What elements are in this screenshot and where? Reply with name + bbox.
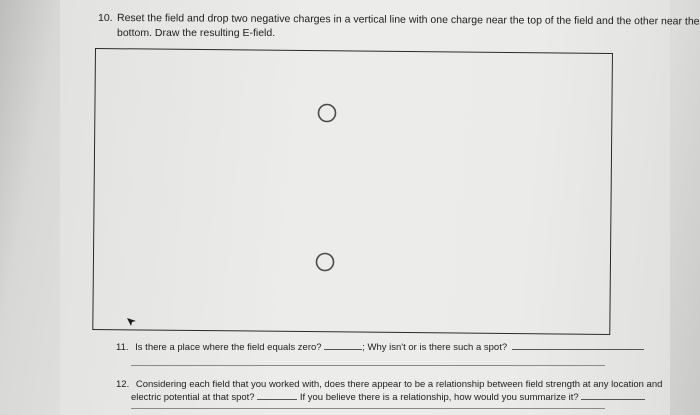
q11-text2: ; Why isn't or is there such a spot?	[362, 342, 508, 353]
q12-number: 12.	[116, 379, 130, 390]
q11-number: 11.	[116, 342, 129, 353]
q12-answer-blank-1[interactable]	[257, 390, 297, 400]
q12-line2-row	[131, 390, 645, 404]
q11-answer-blank-1[interactable]	[324, 340, 362, 350]
q12-line2b: If you believe there is a relationship, how would you summarize it?	[299, 392, 579, 403]
negative-charge-bottom-icon	[314, 251, 336, 273]
q10-line1: Reset the field and drop two negative charges in a vertical line with one charge near the top of the field and the other near the	[116, 12, 700, 28]
q11-answer-line[interactable]	[131, 365, 605, 366]
e-field-drawing-box[interactable]	[92, 48, 613, 335]
q12-answer-blank-2[interactable]	[581, 390, 645, 400]
q11-answer-blank-2[interactable]	[512, 340, 644, 350]
q12-answer-line[interactable]	[131, 408, 605, 409]
arrow-cursor-icon	[125, 314, 139, 328]
negative-charge-top-icon	[316, 102, 338, 124]
q12-line1: Considering each field that you worked with, does there appear to be a relationship between field strength at any location and	[135, 379, 663, 390]
q10-line2: bottom. Draw the resulting E-field.	[117, 27, 276, 39]
q11-text: Is there a place where the field equals zero?	[135, 342, 322, 353]
q10-number: 10.	[98, 12, 113, 24]
q11-row	[116, 340, 644, 354]
q12-line2a: electric potential at that spot?	[131, 392, 255, 403]
